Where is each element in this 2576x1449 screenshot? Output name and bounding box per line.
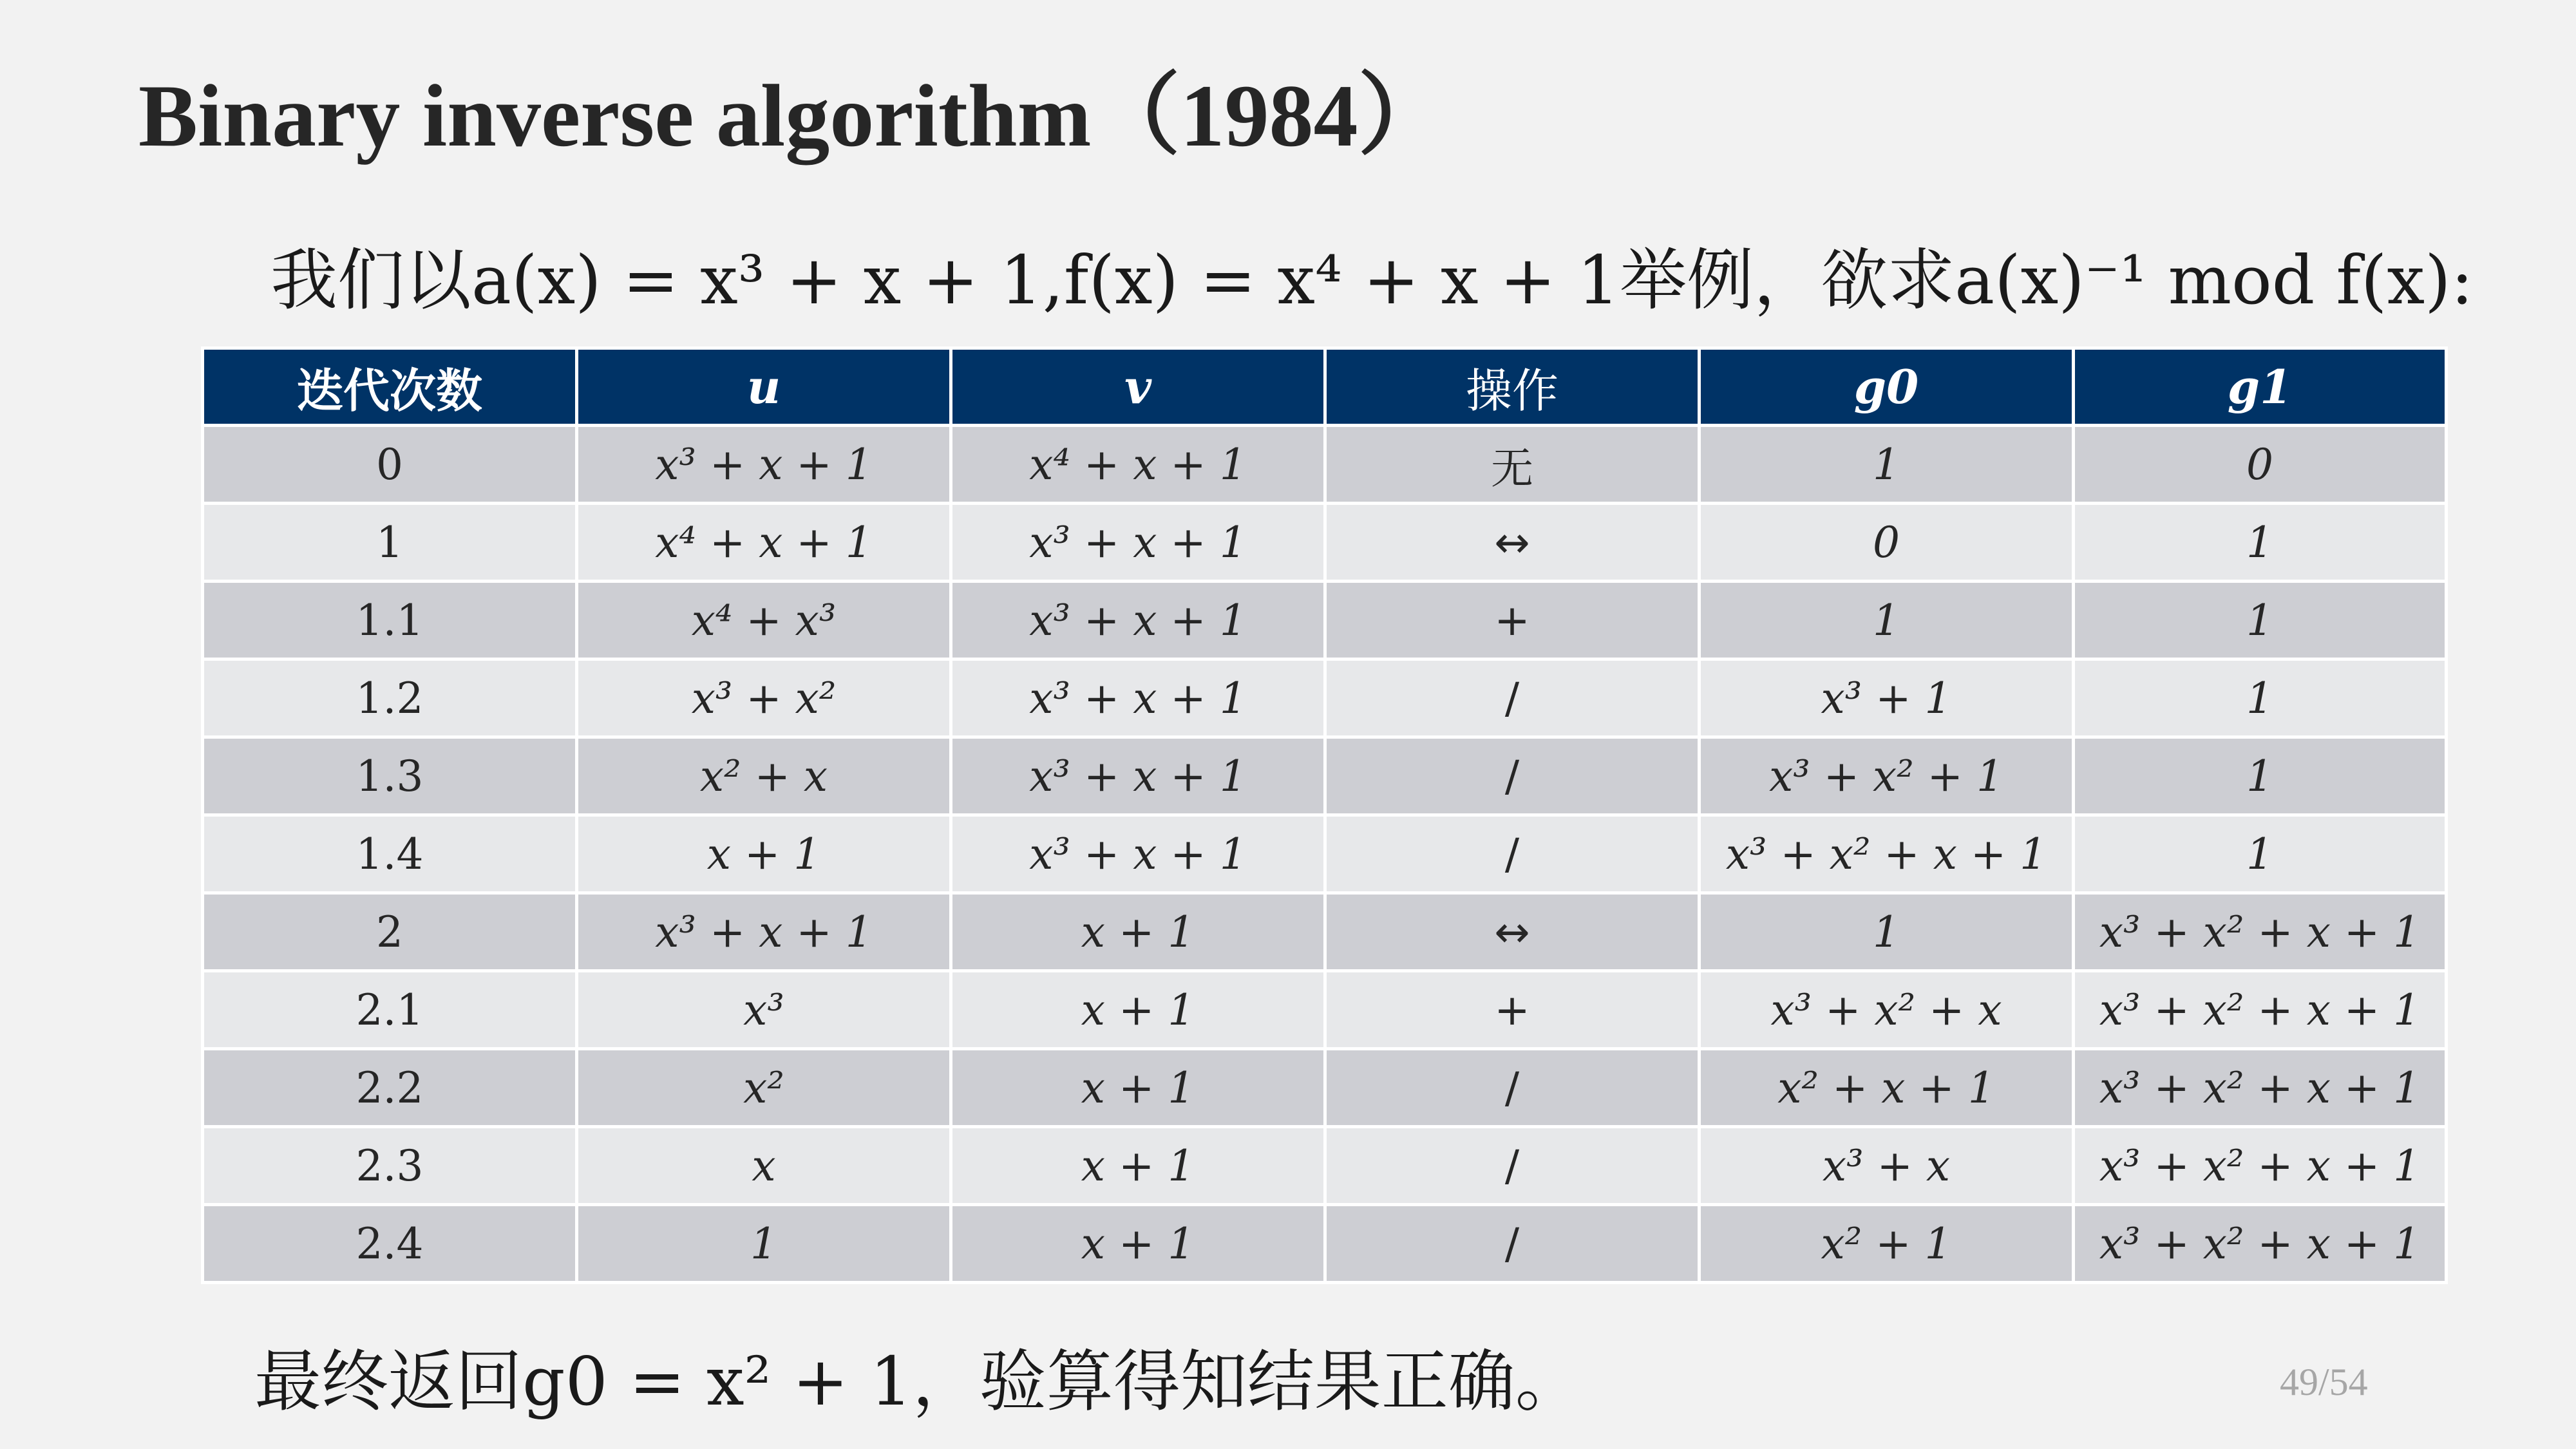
table-row bbox=[203, 737, 2447, 815]
cell-u: x² + x bbox=[577, 737, 951, 815]
cell-g0: x³ + x² + x bbox=[1700, 971, 2074, 1049]
cell-u: x⁴ + x³ bbox=[577, 582, 951, 659]
cell-u: x³ bbox=[577, 971, 951, 1049]
conclusion-result: g0 = x² + 1 bbox=[522, 1342, 913, 1421]
table-row bbox=[203, 1049, 2447, 1127]
table-header-row bbox=[203, 348, 2447, 426]
cell-iter: 1 bbox=[203, 504, 577, 582]
table-row bbox=[203, 426, 2447, 504]
cell-v: x³ + x + 1 bbox=[951, 815, 1325, 893]
cell-op: / bbox=[1325, 815, 1700, 893]
cell-v: x³ + x + 1 bbox=[951, 582, 1325, 659]
cell-v: x³ + x + 1 bbox=[951, 504, 1325, 582]
intro-middle: 举例，欲求 bbox=[1620, 241, 1955, 319]
cell-g0: x³ + x² + x + 1 bbox=[1700, 815, 2074, 893]
cell-g0: 0 bbox=[1700, 504, 2074, 582]
table-row bbox=[203, 504, 2447, 582]
intro-target: a(x)⁻¹ mod f(x): bbox=[1955, 241, 2474, 319]
cell-u: x + 1 bbox=[577, 815, 951, 893]
cell-g1: 1 bbox=[2074, 504, 2447, 582]
intro-a-def: a(x) = x³ + x + 1 bbox=[471, 241, 1043, 319]
cell-g0: x³ + x bbox=[1700, 1127, 2074, 1205]
intro-prefix: 我们以 bbox=[270, 241, 472, 319]
cell-g1: 1 bbox=[2074, 737, 2447, 815]
cell-op: + bbox=[1325, 971, 1700, 1049]
cell-op: / bbox=[1325, 1205, 1700, 1283]
page-number: 49/54 bbox=[2280, 1361, 2368, 1403]
cell-iter: 2.3 bbox=[203, 1127, 577, 1205]
table-row bbox=[203, 659, 2447, 737]
cell-iter: 1.1 bbox=[203, 582, 577, 659]
cell-iter: 0 bbox=[203, 426, 577, 504]
table-row bbox=[203, 893, 2447, 971]
cell-iter: 1.4 bbox=[203, 815, 577, 893]
cell-g1: 0 bbox=[2074, 426, 2447, 504]
cell-iter: 1.3 bbox=[203, 737, 577, 815]
cell-u: 1 bbox=[577, 1205, 951, 1283]
conclusion-prefix: 最终返回 bbox=[254, 1342, 523, 1421]
intro-f-def: f(x) = x⁴ + x + 1 bbox=[1063, 241, 1620, 319]
header-g1: g1 bbox=[2074, 348, 2447, 426]
cell-g0: 1 bbox=[1700, 893, 2074, 971]
cell-g0: x³ + 1 bbox=[1700, 659, 2074, 737]
cell-g1: x³ + x² + x + 1 bbox=[2074, 1205, 2447, 1283]
conclusion-suffix: ，验算得知结果正确。 bbox=[912, 1342, 1582, 1421]
cell-g0: x² + x + 1 bbox=[1700, 1049, 2074, 1127]
cell-v: x + 1 bbox=[951, 893, 1325, 971]
cell-op: ↔ bbox=[1325, 893, 1700, 971]
cell-iter: 2 bbox=[203, 893, 577, 971]
cell-op: / bbox=[1325, 659, 1700, 737]
cell-iter: 2.2 bbox=[203, 1049, 577, 1127]
cell-g0: 1 bbox=[1700, 582, 2074, 659]
cell-iter: 2.4 bbox=[203, 1205, 577, 1283]
cell-u: x bbox=[577, 1127, 951, 1205]
cell-op: 无 bbox=[1325, 426, 1700, 504]
header-u: u bbox=[577, 348, 951, 426]
cell-v: x³ + x + 1 bbox=[951, 659, 1325, 737]
cell-g1: 1 bbox=[2074, 659, 2447, 737]
table-row bbox=[203, 1205, 2447, 1283]
cell-v: x + 1 bbox=[951, 971, 1325, 1049]
header-iteration: 迭代次数 bbox=[203, 348, 577, 426]
cell-v: x + 1 bbox=[951, 1205, 1325, 1283]
cell-u: x³ + x + 1 bbox=[577, 893, 951, 971]
cell-g1: x³ + x² + x + 1 bbox=[2074, 971, 2447, 1049]
cell-op: / bbox=[1325, 1049, 1700, 1127]
header-g0: g0 bbox=[1700, 348, 2074, 426]
table-body bbox=[203, 426, 2447, 1283]
intro-sentence bbox=[270, 238, 2474, 322]
table-row bbox=[203, 815, 2447, 893]
cell-u: x⁴ + x + 1 bbox=[577, 504, 951, 582]
cell-g0: x² + 1 bbox=[1700, 1205, 2074, 1283]
header-v: v bbox=[951, 348, 1325, 426]
cell-iter: 1.2 bbox=[203, 659, 577, 737]
cell-g1: x³ + x² + x + 1 bbox=[2074, 1049, 2447, 1127]
header-operation: 操作 bbox=[1325, 348, 1700, 426]
table-row bbox=[203, 1127, 2447, 1205]
cell-v: x + 1 bbox=[951, 1127, 1325, 1205]
iteration-table bbox=[201, 346, 2448, 1284]
cell-op: / bbox=[1325, 1127, 1700, 1205]
cell-iter: 2.1 bbox=[203, 971, 577, 1049]
cell-g0: x³ + x² + 1 bbox=[1700, 737, 2074, 815]
cell-u: x² bbox=[577, 1049, 951, 1127]
cell-g1: x³ + x² + x + 1 bbox=[2074, 1127, 2447, 1205]
table-row bbox=[203, 971, 2447, 1049]
cell-g0: 1 bbox=[1700, 426, 2074, 504]
intro-comma: , bbox=[1042, 241, 1064, 319]
cell-u: x³ + x + 1 bbox=[577, 426, 951, 504]
cell-g1: 1 bbox=[2074, 582, 2447, 659]
slide-title: Binary inverse algorithm（1984） bbox=[138, 66, 1447, 165]
cell-v: x⁴ + x + 1 bbox=[951, 426, 1325, 504]
cell-op: + bbox=[1325, 582, 1700, 659]
cell-v: x³ + x + 1 bbox=[951, 737, 1325, 815]
cell-op: / bbox=[1325, 737, 1700, 815]
cell-op: ↔ bbox=[1325, 504, 1700, 582]
conclusion-sentence bbox=[254, 1340, 1582, 1423]
cell-g1: x³ + x² + x + 1 bbox=[2074, 893, 2447, 971]
cell-u: x³ + x² bbox=[577, 659, 951, 737]
cell-v: x + 1 bbox=[951, 1049, 1325, 1127]
cell-g1: 1 bbox=[2074, 815, 2447, 893]
table-row bbox=[203, 582, 2447, 659]
